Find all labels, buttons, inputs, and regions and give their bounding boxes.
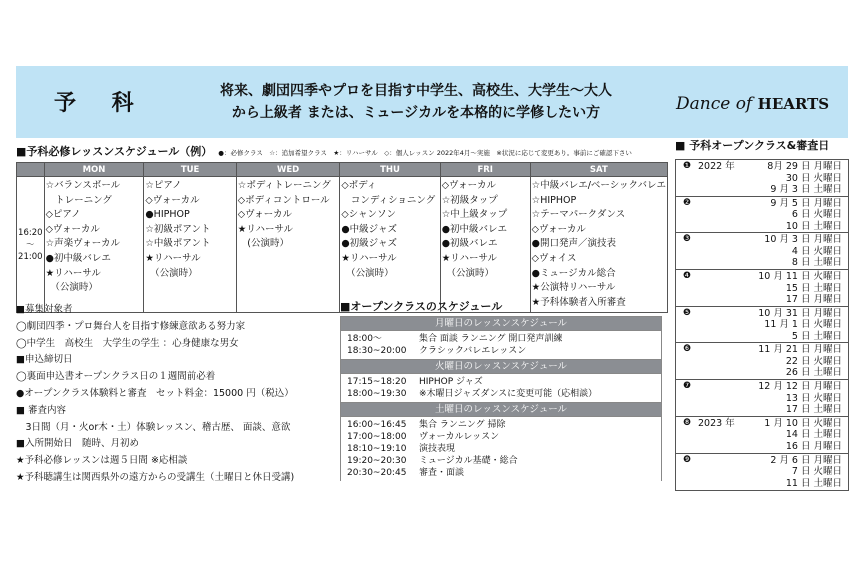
list-item: ◯中学生 高校生 大学生の学生 ：心身健康な男女: [16, 337, 239, 349]
logo-text-2: HEARTS: [757, 95, 830, 113]
list-item: トレーニング: [45, 194, 112, 206]
open-class-rows: [340, 417, 662, 481]
list-item: ●初中級バレエ: [441, 223, 508, 235]
open-class-row: [347, 388, 655, 400]
audition-section: [675, 137, 849, 491]
schedule-body-row: [17, 177, 668, 313]
open-class-desc: 集合 面談 ランニング 開口発声訓練: [419, 334, 563, 344]
list-item: ◇ヴォーカル: [441, 180, 496, 191]
list-item: ●中級ジャズ: [341, 223, 397, 235]
time-cell: [17, 177, 45, 313]
list-item: ■入所開始日 随時、月初め: [16, 438, 139, 450]
list-item: ☆中級ポアント: [145, 238, 211, 250]
schedule-header-row: [17, 163, 668, 177]
list-item: ★予科体験者入所審査: [531, 296, 626, 308]
audition-date: 8 日 土曜日: [791, 257, 842, 269]
open-class-day-header: 火曜日のレッスンスケジュール: [340, 359, 662, 374]
list-item: ☆ボディトレーニング: [237, 180, 331, 191]
audition-group: [676, 160, 848, 197]
audition-date: 26 日 土曜日: [785, 367, 842, 379]
list-item: （公演時）: [145, 267, 198, 279]
audition-date: 1 月 10 日 火曜日: [764, 417, 842, 429]
list-item: ■申込締切日: [16, 354, 73, 366]
tagline: [166, 80, 666, 124]
sat-cell: [530, 177, 667, 313]
audition-title: ■ 予科オープンクラス&審査日: [675, 139, 830, 152]
fri-cell: [440, 177, 530, 313]
list-item: ☆バランスボール: [45, 180, 121, 191]
audition-group: [676, 307, 848, 344]
schedule-header-blank: [17, 163, 45, 177]
list-item: ★リハーサル: [237, 223, 294, 235]
list-item: ●開口発声／演技表: [531, 238, 616, 250]
tagline-line-1: 将来、劇団四季やプロを目指す中学生、高校生、大学生～大人: [220, 83, 612, 99]
open-class-time: 17:00~18:00: [347, 432, 407, 442]
tagline-line-2: から上級者 または、ミュージカルを本格的に学修したい方: [231, 105, 601, 121]
list-item: （公演時）: [45, 282, 98, 294]
list-item: （公演時）: [341, 267, 394, 279]
open-class-row: [347, 467, 655, 479]
list-item: ★リハーサル: [145, 252, 201, 264]
open-class-time: 16:00~16:45: [347, 420, 407, 430]
open-class-time: 20:30~20:45: [347, 468, 407, 478]
open-class-title: ■オープンクラスのスケジュール: [340, 300, 503, 313]
audition-date: 10 月 11 日 火曜日: [758, 271, 842, 283]
logo-text-1: Dance of: [676, 94, 758, 114]
audition-date: 16 日 月曜日: [785, 440, 842, 452]
open-class-desc: 集合 ランニング 掃除: [419, 420, 506, 430]
list-item: ★リハーサル: [45, 267, 101, 279]
day-header: WED: [236, 163, 340, 177]
schedule-title: [16, 143, 632, 159]
list-item: ◇ピアノ: [45, 209, 81, 221]
audition-date: 10 月 3 日 月曜日: [764, 234, 842, 246]
list-item: ☆声楽ヴォーカル: [45, 238, 121, 250]
audition-year: 2022 年: [698, 161, 735, 172]
audition-date: 5 日 土曜日: [791, 330, 842, 342]
audition-date: 11 月 21 日 月曜日: [758, 344, 842, 356]
open-class-desc: ※木曜日ジャズダンスに変更可能（応相談）: [419, 389, 598, 399]
header-banner: [16, 66, 848, 138]
audition-group: [676, 233, 848, 270]
list-item: （公演時）: [441, 267, 494, 279]
list-item: ◇ヴォーカル: [45, 223, 100, 235]
logo: [676, 94, 829, 114]
list-item: ☆テーマパークダンス: [531, 209, 626, 221]
open-class-time: 18:00～: [347, 334, 382, 344]
open-class-row: [347, 431, 655, 443]
list-item: 3日間（月・火or木・土）体験レッスン、稽古歴、 面談、意欲: [16, 421, 291, 433]
audition-date: 9 月 5 日 月曜日: [770, 197, 842, 209]
list-item: ●初級バレエ: [441, 238, 498, 250]
open-class-day-header: 月曜日のレッスンスケジュール: [340, 316, 662, 331]
list-item: ◇ヴォーカル: [237, 209, 293, 221]
open-class-row: [347, 419, 655, 431]
audition-date: 30 日 火曜日: [785, 172, 842, 184]
open-class-time: 19:20~20:30: [347, 456, 407, 466]
time-sep: ～: [26, 239, 35, 250]
audition-date: 15 日 土曜日: [785, 282, 842, 294]
thu-cell: [340, 177, 440, 313]
audition-number: ❼: [683, 381, 692, 392]
open-class-desc: 演技表現: [419, 444, 456, 454]
open-class-desc: HIPHOP ジャズ: [419, 377, 483, 387]
audition-number: ❷: [683, 197, 692, 208]
open-class-desc: クラシックバレエレッスン: [419, 346, 527, 356]
list-item: ◯裏面申込書オープンクラス日の１週間前必着: [16, 371, 216, 383]
audition-date: 12 月 12 日 月曜日: [758, 381, 842, 393]
audition-number: ❻: [683, 344, 692, 355]
audition-date: 7 日 火曜日: [791, 466, 842, 477]
audition-number: ❸: [683, 234, 692, 245]
list-item: ★予科聴講生は関西県外の遠方からの受講生（土曜日と休日受講): [16, 471, 295, 483]
audition-group: [676, 343, 848, 380]
audition-date: 14 日 土曜日: [785, 429, 842, 441]
audition-date: 6 日 火曜日: [791, 209, 842, 221]
open-class-day-header: 土曜日のレッスンスケジュール: [340, 402, 662, 417]
time-end: 21:00: [18, 251, 43, 262]
tue-cell: [144, 177, 236, 313]
info-section: [16, 302, 338, 487]
schedule-legend: ●：必修クラス ☆：追加希望クラス ★：リハーサル ◇：個人レッスン 2022年4月～実施 ※状況に応じて変更あり。事前にご確認下さい: [218, 149, 632, 157]
day-header: SAT: [530, 163, 667, 177]
audition-number: ❶: [683, 161, 692, 171]
open-class-time: 18:00~19:30: [347, 389, 407, 399]
list-item: ★リハーサル: [341, 252, 397, 264]
audition-group: [676, 380, 848, 417]
open-class-time: 17:15~18:20: [347, 377, 407, 387]
list-item: ●HIPHOP: [145, 209, 190, 221]
list-item: ◯劇団四季・プロ舞台人を目指す修練意欲ある努力家: [16, 320, 246, 332]
open-class-desc: 審査・面談: [419, 468, 465, 478]
audition-number: ❹: [683, 271, 692, 282]
open-class-row: [347, 333, 655, 345]
list-item: ■募集対象者: [16, 304, 73, 315]
audition-group: [676, 454, 848, 490]
list-item: ◇シャンソン: [341, 209, 396, 221]
audition-number: ❽: [683, 417, 692, 428]
list-item: ●初中級バレエ: [45, 252, 111, 264]
audition-group: [676, 417, 848, 454]
audition-dates-box: [675, 159, 849, 491]
open-class-desc: ヴォーカルレッスン: [419, 432, 500, 442]
open-class-schedule: [340, 316, 662, 481]
time-start: 16:20: [18, 227, 43, 238]
open-class-rows: [340, 331, 662, 359]
list-item: ◇ヴォイス: [531, 252, 577, 264]
audition-group: [676, 270, 848, 307]
list-item: ◇ヴォーカル: [145, 194, 200, 206]
page-title: 予 科: [54, 91, 148, 116]
list-item: コンディショニング: [341, 194, 436, 206]
mon-cell: [44, 177, 144, 313]
open-class-time: 18:10~19:10: [347, 444, 407, 454]
list-item: ☆中上級タップ: [441, 209, 508, 221]
list-item: ★予科必修レッスンは週５日間 ※応相談: [16, 455, 188, 467]
list-item: (公演時）: [237, 238, 290, 250]
audition-group: [676, 197, 848, 234]
day-header: FRI: [440, 163, 530, 177]
open-class-time: 18:30~20:00: [347, 346, 407, 356]
audition-date: 17 日 土曜日: [785, 404, 842, 416]
open-class-row: [347, 443, 655, 455]
list-item: ●初級ジャズ: [341, 238, 397, 250]
day-header: TUE: [144, 163, 236, 177]
list-item: ☆中級バレエ/ベーシックバレエ: [531, 180, 666, 191]
wed-cell: [236, 177, 340, 313]
list-item: ●オープンクラス体験料と審査 セット料金：15000 円（税込）: [16, 387, 294, 399]
audition-number: ❺: [683, 307, 692, 318]
audition-date: 22 日 火曜日: [785, 355, 842, 367]
day-header: MON: [44, 163, 144, 177]
schedule-table: [16, 162, 668, 313]
audition-date: 2 月 6 日 月曜日: [770, 454, 842, 466]
list-item: ◇ヴォーカル: [531, 223, 586, 235]
list-item: ◇ボディコントロール: [237, 194, 330, 206]
open-class-row: [347, 345, 655, 357]
audition-year: 2023 年: [698, 417, 735, 429]
list-item: ◇ボディ: [341, 180, 377, 191]
open-class-row: [347, 376, 655, 388]
list-item: ★リハーサル: [441, 252, 497, 264]
list-item: ☆初級ポアント: [145, 223, 211, 235]
audition-date: 10 月 31 日 月曜日: [758, 307, 842, 319]
open-class-rows: [340, 374, 662, 402]
audition-date: 10 日 土曜日: [785, 220, 842, 232]
list-item: ■ 審査内容: [16, 404, 66, 416]
audition-date: 11 月 1 日 火曜日: [764, 319, 842, 331]
list-item: ☆ピアノ: [145, 180, 182, 191]
list-item: ☆HIPHOP: [531, 194, 577, 206]
audition-number: ❾: [683, 454, 692, 465]
list-item: ●ミュージカル総合: [531, 267, 616, 279]
audition-date: 11 日 土曜日: [785, 477, 842, 489]
list-item: ☆初級タップ: [441, 194, 498, 206]
audition-date: 8月 29 日 月曜日: [767, 161, 842, 172]
schedule-title-text: ■予科必修レッスンスケジュール（例）: [16, 145, 213, 158]
open-class-desc: ミュージカル基礎・総合: [419, 456, 518, 466]
audition-date: 17 日 月曜日: [785, 294, 842, 306]
audition-date: 4 日 火曜日: [791, 245, 842, 257]
list-item: ★公演特リハーサル: [531, 282, 616, 294]
open-class-row: [347, 455, 655, 467]
audition-date: 13 日 火曜日: [785, 392, 842, 404]
day-header: THU: [340, 163, 440, 177]
audition-date: 9 月 3 日 土曜日: [770, 184, 842, 195]
